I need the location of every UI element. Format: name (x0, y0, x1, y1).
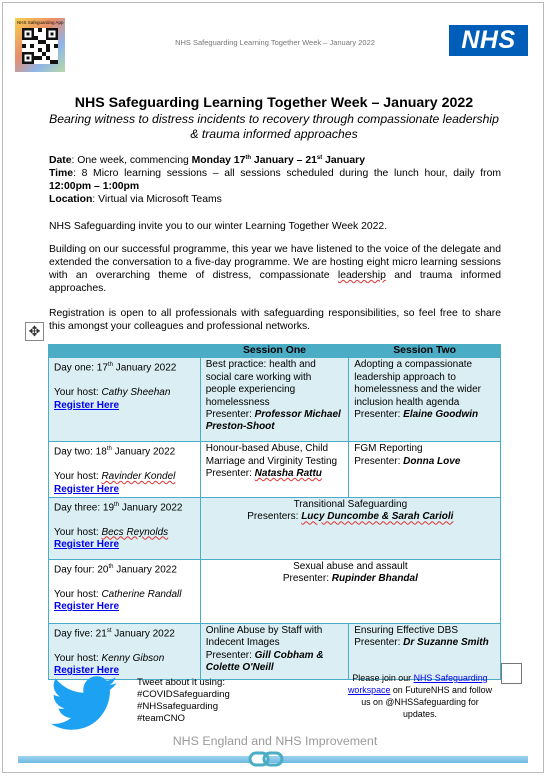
day-cell: Day two: 18th January 2022 Your host: Ravinder Kondel Register Here (49, 442, 201, 498)
register-link[interactable]: Register Here (54, 539, 120, 551)
register-link[interactable]: Register Here (54, 399, 120, 411)
header-text: NHS Safeguarding Learning Together Week – January 2022 (175, 38, 375, 47)
date-line: Date: One week, commencing Monday 17th January – 21st January (49, 155, 365, 166)
tweet-intro: Tweet about it using: (137, 677, 225, 688)
register-link[interactable]: Register Here (54, 601, 120, 613)
qr-code[interactable] (15, 18, 65, 72)
session-two-cell: Ensuring Effective DBS Presenter: Dr Suzanne Smith (349, 623, 501, 679)
session-two-cell: Adopting a compassionate leadership approach to homelessness and the wider inclusion health agenda Presenter: Elaine Goodwin (349, 358, 501, 442)
day-cell: Day three: 19th January 2022 Your host: Becs Reynolds Register Here (49, 497, 201, 559)
session-one-cell: Honour-based Abuse, Child Marriage and Virginity Testing Presenter: Natasha Rattu (200, 442, 349, 498)
table-header-day (49, 345, 201, 358)
hashtag: #teamCNO (137, 713, 185, 724)
nhs-logo: NHS (449, 25, 528, 56)
table-move-handle-icon[interactable]: ✥ (25, 322, 44, 341)
table-header-session-one: Session One (200, 345, 349, 358)
twitter-bird-icon (50, 676, 120, 732)
day-cell: Day one: 17th January 2022 Your host: Cathy Sheehan Register Here (49, 358, 201, 442)
table-header-row (49, 345, 501, 358)
page-title: NHS Safeguarding Learning Together Week – January 2022 (74, 95, 474, 111)
register-link[interactable]: Register Here (54, 483, 120, 495)
qr-pattern-icon (22, 28, 58, 64)
merged-session-cell: Transitional Safeguarding Presenters: Lucy Duncombe & Sarah Carioli (200, 497, 500, 559)
intro-paragraph: NHS Safeguarding invite you to our winter Learning Together Week 2022. (49, 221, 388, 232)
registration-paragraph: Registration is open to all professionals with safeguarding responsibilities, so feel free to share this amongst your colleagues and professional networks. (49, 308, 501, 332)
tweet-block (137, 677, 230, 725)
schedule-table (48, 344, 501, 680)
day-cell: Day four: 20th January 2022 Your host: Catherine Randall Register Here (49, 559, 201, 623)
table-row (49, 559, 501, 623)
session-two-cell: FGM Reporting Presenter: Donna Love (349, 442, 501, 498)
hashtag: #COVIDSafeguarding (137, 689, 230, 700)
table-header-session-two: Session Two (349, 345, 501, 358)
join-block: Please join our NHS Safeguarding workspace on FutureNHS and follow us on @NHSSafeguarding for updates. (347, 673, 493, 719)
day-cell: Day five: 21st January 2022 Your host: Kenny Gibson Register Here (49, 623, 201, 679)
chain-link-icon (248, 751, 284, 767)
resize-box[interactable] (501, 663, 522, 684)
location-line: Location: Virtual via Microsoft Teams (49, 194, 222, 205)
table-row (49, 358, 501, 442)
table-row (49, 442, 501, 498)
session-one-cell: Best practice: health and social care working with people experiencing homelessness Presenter: Professor Michael Preston-Shoot (200, 358, 349, 442)
page-subtitle: Bearing witness to distress incidents to recovery through compassionate leadership & trauma informed approaches (49, 112, 499, 141)
table-row (49, 497, 501, 559)
table-row (49, 623, 501, 679)
workspace-link[interactable]: NHS Safeguarding workspace (347, 673, 488, 695)
session-one-cell: Online Abuse by Staff with Indecent Images Presenter: Gill Cobham & Colette O'Neill (200, 623, 349, 679)
merged-session-cell: Sexual abuse and assault Presenter: Rupinder Bhandal (200, 559, 500, 623)
event-info (49, 154, 501, 206)
qr-label: NHS Safeguarding App (17, 20, 64, 25)
time-line: Time: 8 Micro learning sessions – all sessions scheduled during the lunch hour, daily from 12:00pm – 1:00pm (49, 168, 501, 192)
register-link[interactable]: Register Here (54, 665, 120, 677)
hashtag: #NHSsafeguarding (137, 701, 219, 712)
footer-text: NHS England and NHS Improvement (172, 734, 378, 748)
programme-paragraph: Building on our successful programme, this year we have listened to the voice of the delegate and extended the conversation to a five-day programme. We are hosting eight micro learning sessions with an overarching theme of distress, compassionate leadership and trauma informed approaches. (49, 244, 502, 294)
